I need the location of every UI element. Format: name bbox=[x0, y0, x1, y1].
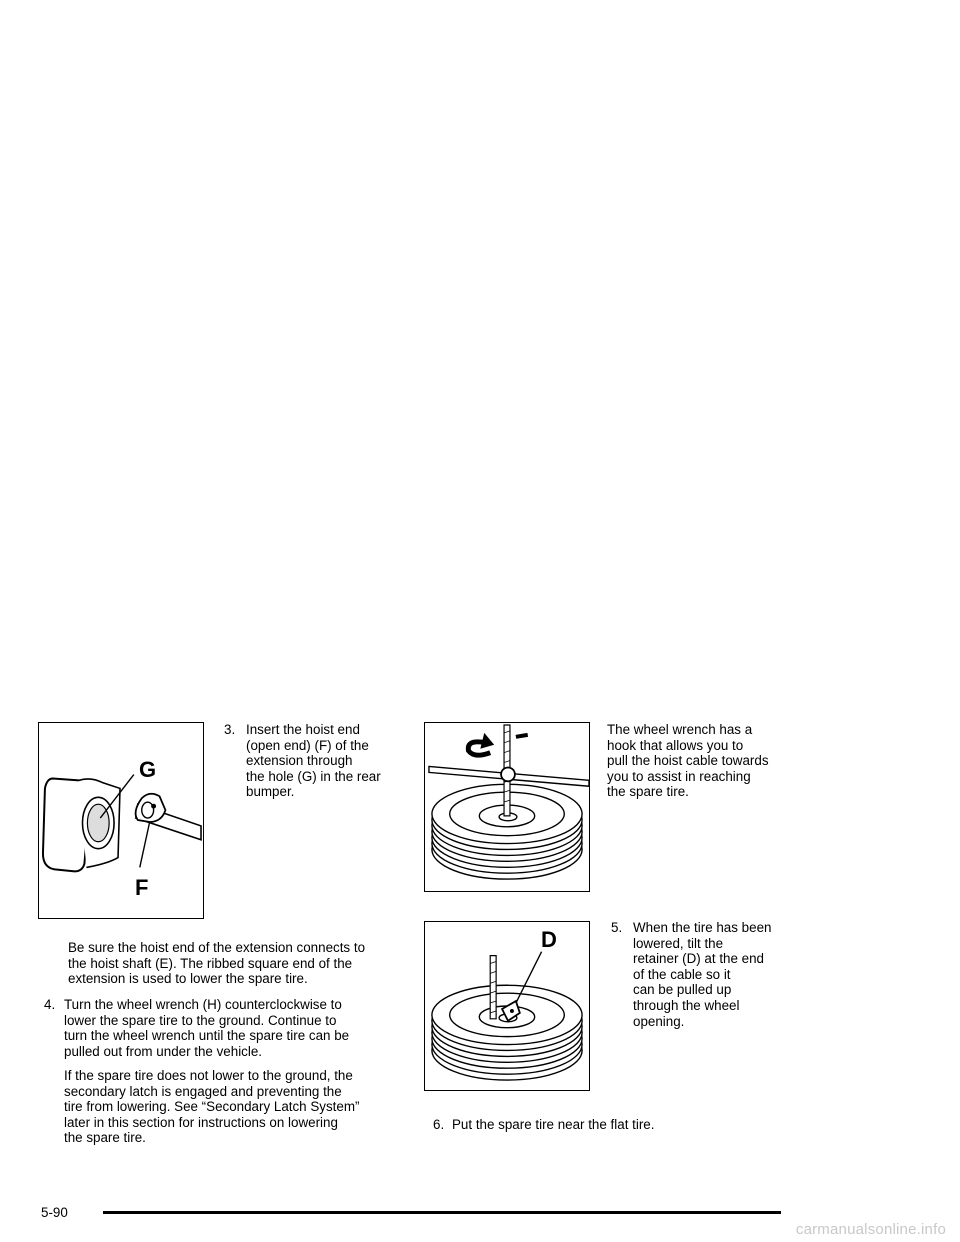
note-extension bbox=[68, 940, 408, 987]
wheel-wrench-hook-illustration bbox=[425, 723, 589, 891]
step-5-line: lowered, tilt the bbox=[633, 935, 724, 951]
step-4-note-line: If the spare tire does not lower to the ground, the bbox=[64, 1068, 353, 1083]
step-4-note-line: tire from lowering. See “Secondary Latch System” bbox=[64, 1099, 360, 1115]
footer-rule bbox=[103, 1211, 781, 1214]
step-5-line: retainer (D) at the end bbox=[633, 951, 764, 967]
figure-label-g: G bbox=[139, 757, 157, 782]
figure-wheel-wrench-hook bbox=[424, 722, 590, 892]
wrench-note-line: hook that allows you to bbox=[607, 737, 744, 753]
figure-label-d: D bbox=[541, 927, 557, 952]
wrench-note-line: The wheel wrench has a bbox=[607, 722, 753, 737]
note-extension-line: the hoist shaft (E). The ribbed square end of the bbox=[68, 955, 353, 971]
step-4-line: turn the wheel wrench until the spare tire can be bbox=[64, 1028, 350, 1044]
step-4-line: Turn the wheel wrench (H) counterclockwise to bbox=[64, 997, 342, 1012]
step-4-note-line: the spare tire. bbox=[64, 1130, 146, 1146]
step-5-number: 5. bbox=[611, 920, 623, 935]
step-5-line: through the wheel bbox=[633, 997, 740, 1013]
page-number: 5-90 bbox=[41, 1205, 68, 1220]
step-4-note-line: secondary latch is engaged and preventing the bbox=[64, 1083, 342, 1099]
wrench-hook-note bbox=[607, 722, 807, 800]
step-5-line: can be pulled up bbox=[633, 982, 732, 998]
wrench-note-line: the spare tire. bbox=[607, 784, 689, 800]
figure-label-f: F bbox=[135, 875, 149, 900]
step-4-number: 4. bbox=[44, 997, 56, 1012]
step-5-line: When the tire has been bbox=[633, 920, 772, 935]
step-3-number: 3. bbox=[224, 722, 236, 737]
hoist-extension-illustration bbox=[39, 723, 203, 918]
wrench-note-line: you to assist in reaching bbox=[607, 768, 751, 784]
figure-hoist-extension bbox=[38, 722, 204, 919]
step-3-line: (open end) (F) of the bbox=[246, 737, 369, 753]
step-5-line: of the cable so it bbox=[633, 966, 731, 982]
step-5-line: opening. bbox=[633, 1013, 685, 1029]
step-3-line: extension through bbox=[246, 753, 353, 769]
figure-retainer-tilt bbox=[424, 921, 590, 1091]
step-6-text: Put the spare tire near the flat tire. bbox=[452, 1117, 655, 1132]
step-3-line: Insert the hoist end bbox=[246, 722, 360, 737]
note-extension-line: extension is used to lower the spare tire. bbox=[68, 971, 308, 987]
wrench-note-line: pull the hoist cable towards bbox=[607, 753, 769, 769]
step-3-line: bumper. bbox=[246, 784, 295, 800]
note-extension-line: Be sure the hoist end of the extension connects to bbox=[68, 940, 366, 955]
step-4-line: pulled out from under the vehicle. bbox=[64, 1043, 263, 1059]
retainer-tilt-illustration bbox=[425, 922, 589, 1090]
step-4-note-line: later in this section for instructions on lowering bbox=[64, 1114, 338, 1130]
watermark: carmanualsonline.info bbox=[795, 1221, 946, 1238]
step-3-line: the hole (G) in the rear bbox=[246, 768, 381, 784]
step-6-number: 6. bbox=[433, 1117, 445, 1132]
step-4-note bbox=[64, 1068, 404, 1146]
step-4-line: lower the spare tire to the ground. Continue to bbox=[64, 1012, 337, 1028]
